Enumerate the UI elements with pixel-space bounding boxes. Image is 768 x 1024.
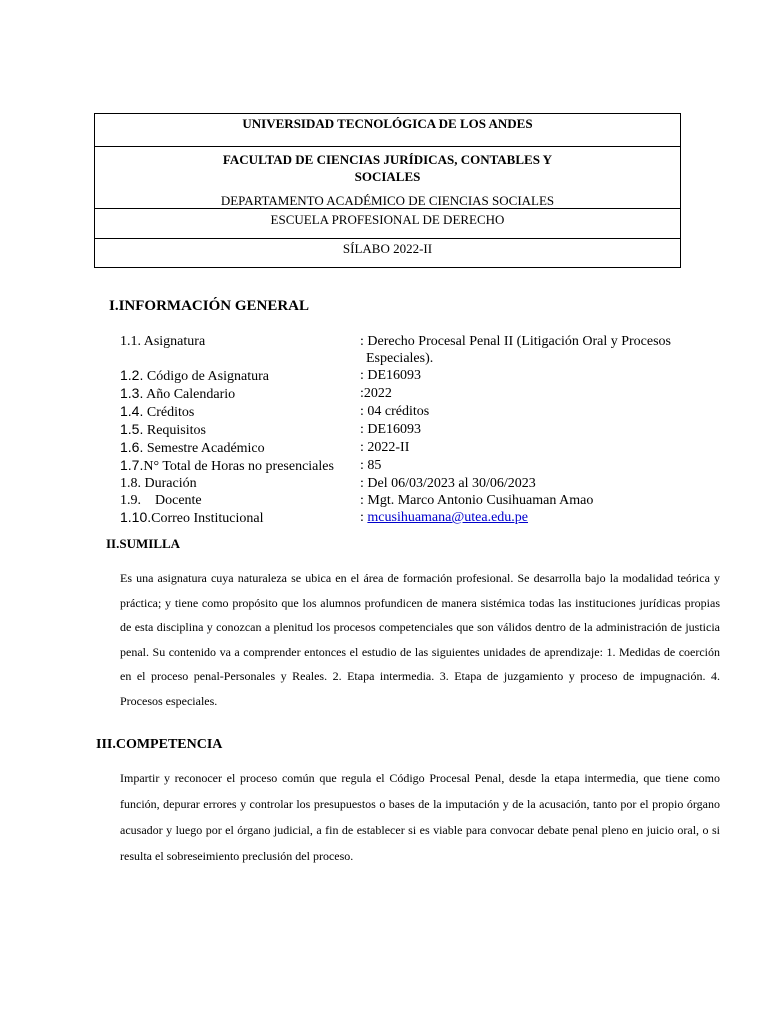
info-label: Año Calendario [143,387,236,402]
info-value: : Derecho Procesal Penal II (Litigación Oral y Procesos [360,334,672,349]
info-label: Duración [141,476,197,491]
school-name: ESCUELA PROFESIONAL DE DERECHO [270,212,505,227]
info-num: 1.3. [120,385,144,401]
info-value: : DE16093 [360,422,422,437]
school-row [95,209,680,239]
info-value: : Mgt. Marco Antonio Cusihuaman Amao [360,493,594,508]
university-row [95,114,680,147]
info-value: : DE16093 [360,368,422,383]
competencia-paragraph: Impartir y reconocer el proceso común que regula el Código Procesal Penal, desde la etapa intermedia, que tiene como función, depurar errores y controlar los presupuestos o bases de la imputación y de la acusación, tanto por el propio órgano acusador y luego por el órgano judicial, a fin de establecer si es viable para convocar debate penal pleno en juicio oral, o si resulta el sobreseimiento preclusión del proceso. [120,771,720,863]
info-row-requisitos [120,421,730,439]
email-link[interactable]: mcusihuamana@utea.edu.pe [367,510,529,525]
faculty-name-line1: FACULTAD DE CIENCIAS JURÍDICAS, CONTABLES Y [222,152,553,167]
info-label: Requisitos [143,423,206,438]
info-row-docente [120,492,730,509]
info-value: : [360,510,368,525]
sumilla-paragraph: Es una asignatura cuya naturaleza se ubica en el área de formación profesional. Se desarrolla bajo la modalidad teórica y práctica; y tiene como propósito que los alumnos profundicen de manera sistémica todas las instituciones jurídicas propias de esta disciplina y conozcan a plenitud los procesos competenciales que son válidos dentro de la administración de justicia penal. Su contenido va a comprender entonces el estudio de las siguientes unidades de aprendizaje: 1. Medidas de coerción en el proceso penal-Personales y Reales. 2. Etapa intermedia. 3. Etapa de juzgamiento y proceso de impugnación. 4. Procesos especiales. [120,571,720,708]
info-num: 1.4. [120,403,144,419]
info-row-codigo [120,367,730,385]
section-sumilla-title: II.SUMILLA [106,536,181,551]
info-row-anio [120,385,730,403]
info-row-asignatura [120,333,730,367]
info-num: 1.2. [120,367,144,383]
info-value: : 85 [360,458,382,473]
info-num: 1.10. [120,509,152,525]
info-value: : 2022-II [360,440,410,455]
faculty-row [95,147,680,209]
info-num: 1.7. [120,457,144,473]
info-row-semestre [120,439,730,457]
info-label: N° Total de Horas no presenciales [143,459,334,474]
info-num: 1.8. [120,476,141,491]
info-value-continued: Especiales). [366,351,434,366]
info-label: Correo Institucional [151,511,264,526]
info-row-duracion [120,475,730,492]
section-competencia-title: III.COMPETENCIA [96,737,223,752]
info-row-creditos [120,403,730,421]
header-table [94,113,681,268]
info-row-correo [120,509,730,527]
info-label: Créditos [143,405,195,420]
section-informacion-general-title: I.INFORMACIÓN GENERAL [109,298,310,314]
general-info-list [120,333,730,527]
info-label: Código de Asignatura [143,369,269,384]
info-num: 1.9. [120,493,141,508]
faculty-name-line2: SOCIALES [354,169,421,184]
syllabus-row [95,239,680,267]
info-value: : Del 06/03/2023 al 30/06/2023 [360,476,536,491]
university-name: UNIVERSIDAD TECNOLÓGICA DE LOS ANDES [242,116,533,131]
info-label: Docente [141,493,202,508]
info-value: :2022 [360,386,392,401]
info-num: 1.5. [120,421,144,437]
department-name: DEPARTAMENTO ACADÉMICO DE CIENCIAS SOCIALES [220,193,555,208]
syllabus-title: SÍLABO 2022-II [342,241,433,256]
info-row-horas [120,457,730,475]
info-num: 1.6. [120,439,144,455]
info-label: Asignatura [141,334,206,349]
info-value: : 04 créditos [360,404,430,419]
info-num: 1.1. [120,334,141,349]
info-label: Semestre Académico [143,441,265,456]
